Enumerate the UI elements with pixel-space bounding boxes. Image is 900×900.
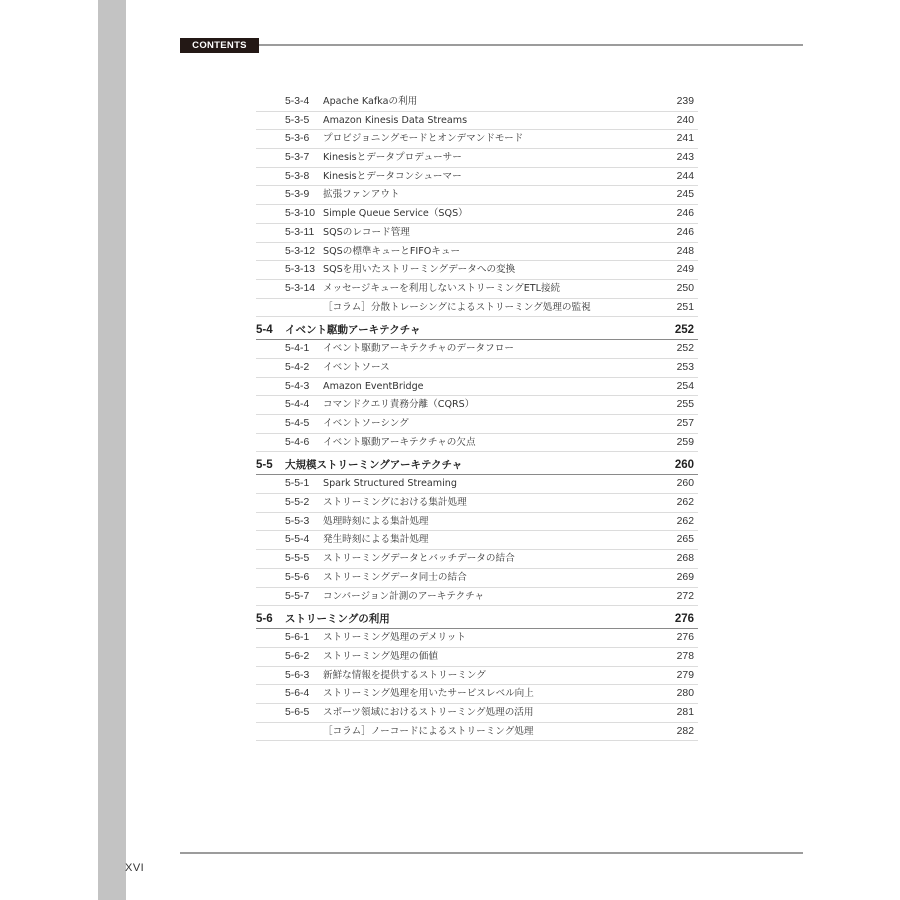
footer-rule (180, 852, 803, 854)
entry-title: イベント駆動アーキテクチャの欠点 (323, 436, 476, 448)
toc-section-5-4[interactable] (256, 317, 698, 340)
entry-number: 5-3-5 (285, 114, 310, 126)
toc-section-5-5[interactable] (256, 452, 698, 475)
entry-number: 5-5-5 (285, 553, 310, 565)
entry-title: Simple Queue Service（SQS） (323, 208, 468, 220)
entry-number: 5-3-14 (285, 282, 316, 294)
toc-entry[interactable] (256, 629, 698, 648)
contents-heading: CONTENTS (180, 38, 259, 53)
toc-entry[interactable] (256, 588, 698, 607)
entry-title: Amazon Kinesis Data Streams (323, 114, 468, 126)
entry-number: 5-5-3 (285, 515, 310, 527)
entry-number: 5-4-6 (285, 436, 310, 448)
toc-column-entry[interactable] (256, 723, 698, 742)
entry-title: SQSを用いたストリーミングデータへの変換 (323, 264, 516, 276)
toc-entry[interactable] (256, 415, 698, 434)
entry-page: 251 (676, 301, 694, 313)
entry-title: ストリーミングデータとバッチデータの結合 (323, 553, 515, 565)
entry-title: ストリーミングにおける集計処理 (323, 497, 467, 509)
entry-page: 262 (676, 497, 694, 509)
toc-entry[interactable] (256, 494, 698, 513)
toc-entry[interactable] (256, 648, 698, 667)
toc-entry[interactable] (256, 280, 698, 299)
section-page: 252 (674, 324, 694, 337)
entry-page: 257 (676, 418, 694, 429)
entry-page: 259 (676, 436, 694, 448)
toc-column-entry[interactable] (256, 299, 698, 318)
toc-entry[interactable] (256, 359, 698, 378)
entry-title: イベントソーシング (323, 418, 409, 429)
toc-entry[interactable] (256, 475, 698, 494)
entry-page: 262 (676, 515, 694, 527)
toc-entry[interactable] (256, 531, 698, 550)
entry-number: 5-3-6 (285, 133, 310, 145)
section-title: 大規模ストリーミングアーキテクチャ (285, 459, 463, 472)
entry-page: 240 (676, 114, 694, 126)
entry-page: 249 (676, 264, 694, 276)
toc-entry[interactable] (256, 378, 698, 397)
entry-page: 252 (676, 343, 694, 355)
entry-page: 250 (676, 282, 694, 294)
entry-title: プロビジョニングモードとオンデマンドモード (323, 133, 524, 145)
entry-page: 278 (676, 650, 694, 662)
entry-page: 269 (676, 571, 694, 583)
entry-number: 5-4-4 (285, 399, 310, 411)
entry-page: 244 (676, 170, 694, 182)
entry-title: ストリーミングデータ同士の結合 (323, 571, 467, 583)
entry-number: 5-4-1 (285, 343, 310, 355)
entry-page: 279 (676, 669, 694, 681)
entry-number: 5-6-4 (285, 688, 310, 700)
entry-page: 246 (676, 208, 694, 220)
section-number: 5-4 (256, 324, 273, 337)
entry-page: 241 (676, 133, 694, 145)
entry-title: Amazon EventBridge (323, 380, 424, 392)
entry-title: Kinesisとデータプロデューサー (323, 152, 462, 164)
table-of-contents (256, 93, 698, 741)
toc-entry[interactable] (256, 685, 698, 704)
section-page: 260 (674, 459, 694, 472)
toc-entry[interactable] (256, 168, 698, 187)
entry-title: 拡張ファンアウト (323, 189, 400, 201)
entry-number: 5-3-8 (285, 170, 310, 182)
toc-entry[interactable] (256, 434, 698, 453)
section-page: 276 (674, 613, 694, 626)
entry-number: 5-3-13 (285, 264, 316, 276)
entry-title: ストリーミング処理を用いたサービスレベル向上 (323, 688, 534, 700)
entry-title: SQSの標準キューとFIFOキュー (323, 245, 461, 257)
toc-entry[interactable] (256, 224, 698, 243)
section-title: イベント駆動アーキテクチャ (285, 324, 421, 337)
entry-page: 265 (676, 534, 694, 546)
page-number: XVI (125, 862, 145, 874)
entry-page: 248 (676, 245, 694, 257)
entry-number: 5-5-1 (285, 478, 310, 490)
toc-entry[interactable] (256, 186, 698, 205)
toc-entry[interactable] (256, 205, 698, 224)
entry-page: 246 (676, 226, 694, 238)
entry-number: 5-5-6 (285, 571, 310, 583)
entry-page: 239 (676, 96, 694, 107)
entry-page: 281 (676, 706, 694, 718)
entry-number: 5-3-4 (285, 96, 310, 107)
entry-number: 5-3-9 (285, 189, 310, 201)
entry-number: 5-4-2 (285, 361, 310, 373)
entry-title: メッセージキューを利用しないストリーミングETL接続 (323, 282, 561, 294)
toc-entry[interactable] (256, 130, 698, 149)
toc-entry[interactable] (256, 243, 698, 262)
toc-entry[interactable] (256, 340, 698, 359)
entry-title: コンバージョン計測のアーキテクチャ (323, 590, 485, 602)
toc-entry[interactable] (256, 112, 698, 131)
toc-entry[interactable] (256, 704, 698, 723)
entry-number: 5-6-2 (285, 650, 310, 662)
entry-number: 5-5-2 (285, 497, 310, 509)
toc-entry[interactable] (256, 149, 698, 168)
entry-number: 5-6-1 (285, 632, 310, 644)
entry-title: 新鮮な情報を提供するストリーミング (323, 669, 486, 681)
entry-title: コマンドクエリ責務分離（CQRS） (323, 399, 475, 411)
entry-number: 5-4-5 (285, 418, 310, 429)
entry-page: 268 (676, 553, 694, 565)
toc-entry[interactable] (256, 550, 698, 569)
entry-page: 245 (676, 189, 694, 201)
entry-page: 272 (676, 590, 694, 602)
toc-entry[interactable] (256, 569, 698, 588)
section-number: 5-6 (256, 613, 273, 626)
entry-number: 5-6-3 (285, 669, 310, 681)
entry-page: 243 (676, 152, 694, 164)
entry-title: 処理時刻による集計処理 (323, 515, 429, 527)
entry-page: 276 (676, 632, 694, 644)
entry-number: 5-5-7 (285, 590, 310, 602)
entry-title: SQSのレコード管理 (323, 226, 410, 238)
section-title: ストリーミングの利用 (285, 613, 390, 626)
entry-title: ［コラム］ノーコードによるストリーミング処理 (323, 725, 534, 737)
header-rule (259, 44, 803, 46)
entry-title: ストリーミング処理の価値 (323, 650, 438, 662)
entry-number: 5-3-7 (285, 152, 310, 164)
entry-title: Spark Structured Streaming (323, 478, 457, 490)
toc-entry[interactable] (256, 667, 698, 686)
entry-number: 5-5-4 (285, 534, 310, 546)
toc-entry[interactable] (256, 261, 698, 280)
section-number: 5-5 (256, 459, 273, 472)
entry-page: 253 (676, 361, 694, 373)
toc-entry[interactable] (256, 396, 698, 415)
entry-number: 5-6-5 (285, 706, 310, 718)
entry-page: 282 (676, 725, 694, 737)
entry-title: イベント駆動アーキテクチャのデータフロー (323, 343, 514, 355)
entry-page: 255 (676, 399, 694, 411)
entry-number: 5-3-10 (285, 208, 316, 220)
entry-title: Kinesisとデータコンシューマー (323, 170, 462, 182)
entry-title: Apache Kafkaの利用 (323, 96, 418, 107)
entry-page: 280 (676, 688, 694, 700)
toc-entry[interactable] (256, 93, 698, 112)
entry-page: 260 (676, 478, 694, 490)
entry-number: 5-3-12 (285, 245, 316, 257)
entry-page: 254 (676, 380, 694, 392)
entry-title: イベントソース (323, 361, 390, 373)
entry-number: 5-4-3 (285, 380, 310, 392)
entry-number: 5-3-11 (285, 226, 315, 238)
page-edge-tab (98, 0, 126, 900)
entry-title: ［コラム］分散トレーシングによるストリーミング処理の監視 (323, 301, 591, 313)
entry-title: ストリーミング処理のデメリット (323, 632, 466, 644)
toc-entry[interactable] (256, 513, 698, 532)
entry-title: スポーツ領域におけるストリーミング処理の活用 (323, 706, 534, 718)
entry-title: 発生時刻による集計処理 (323, 534, 429, 546)
toc-section-5-6[interactable] (256, 606, 698, 629)
